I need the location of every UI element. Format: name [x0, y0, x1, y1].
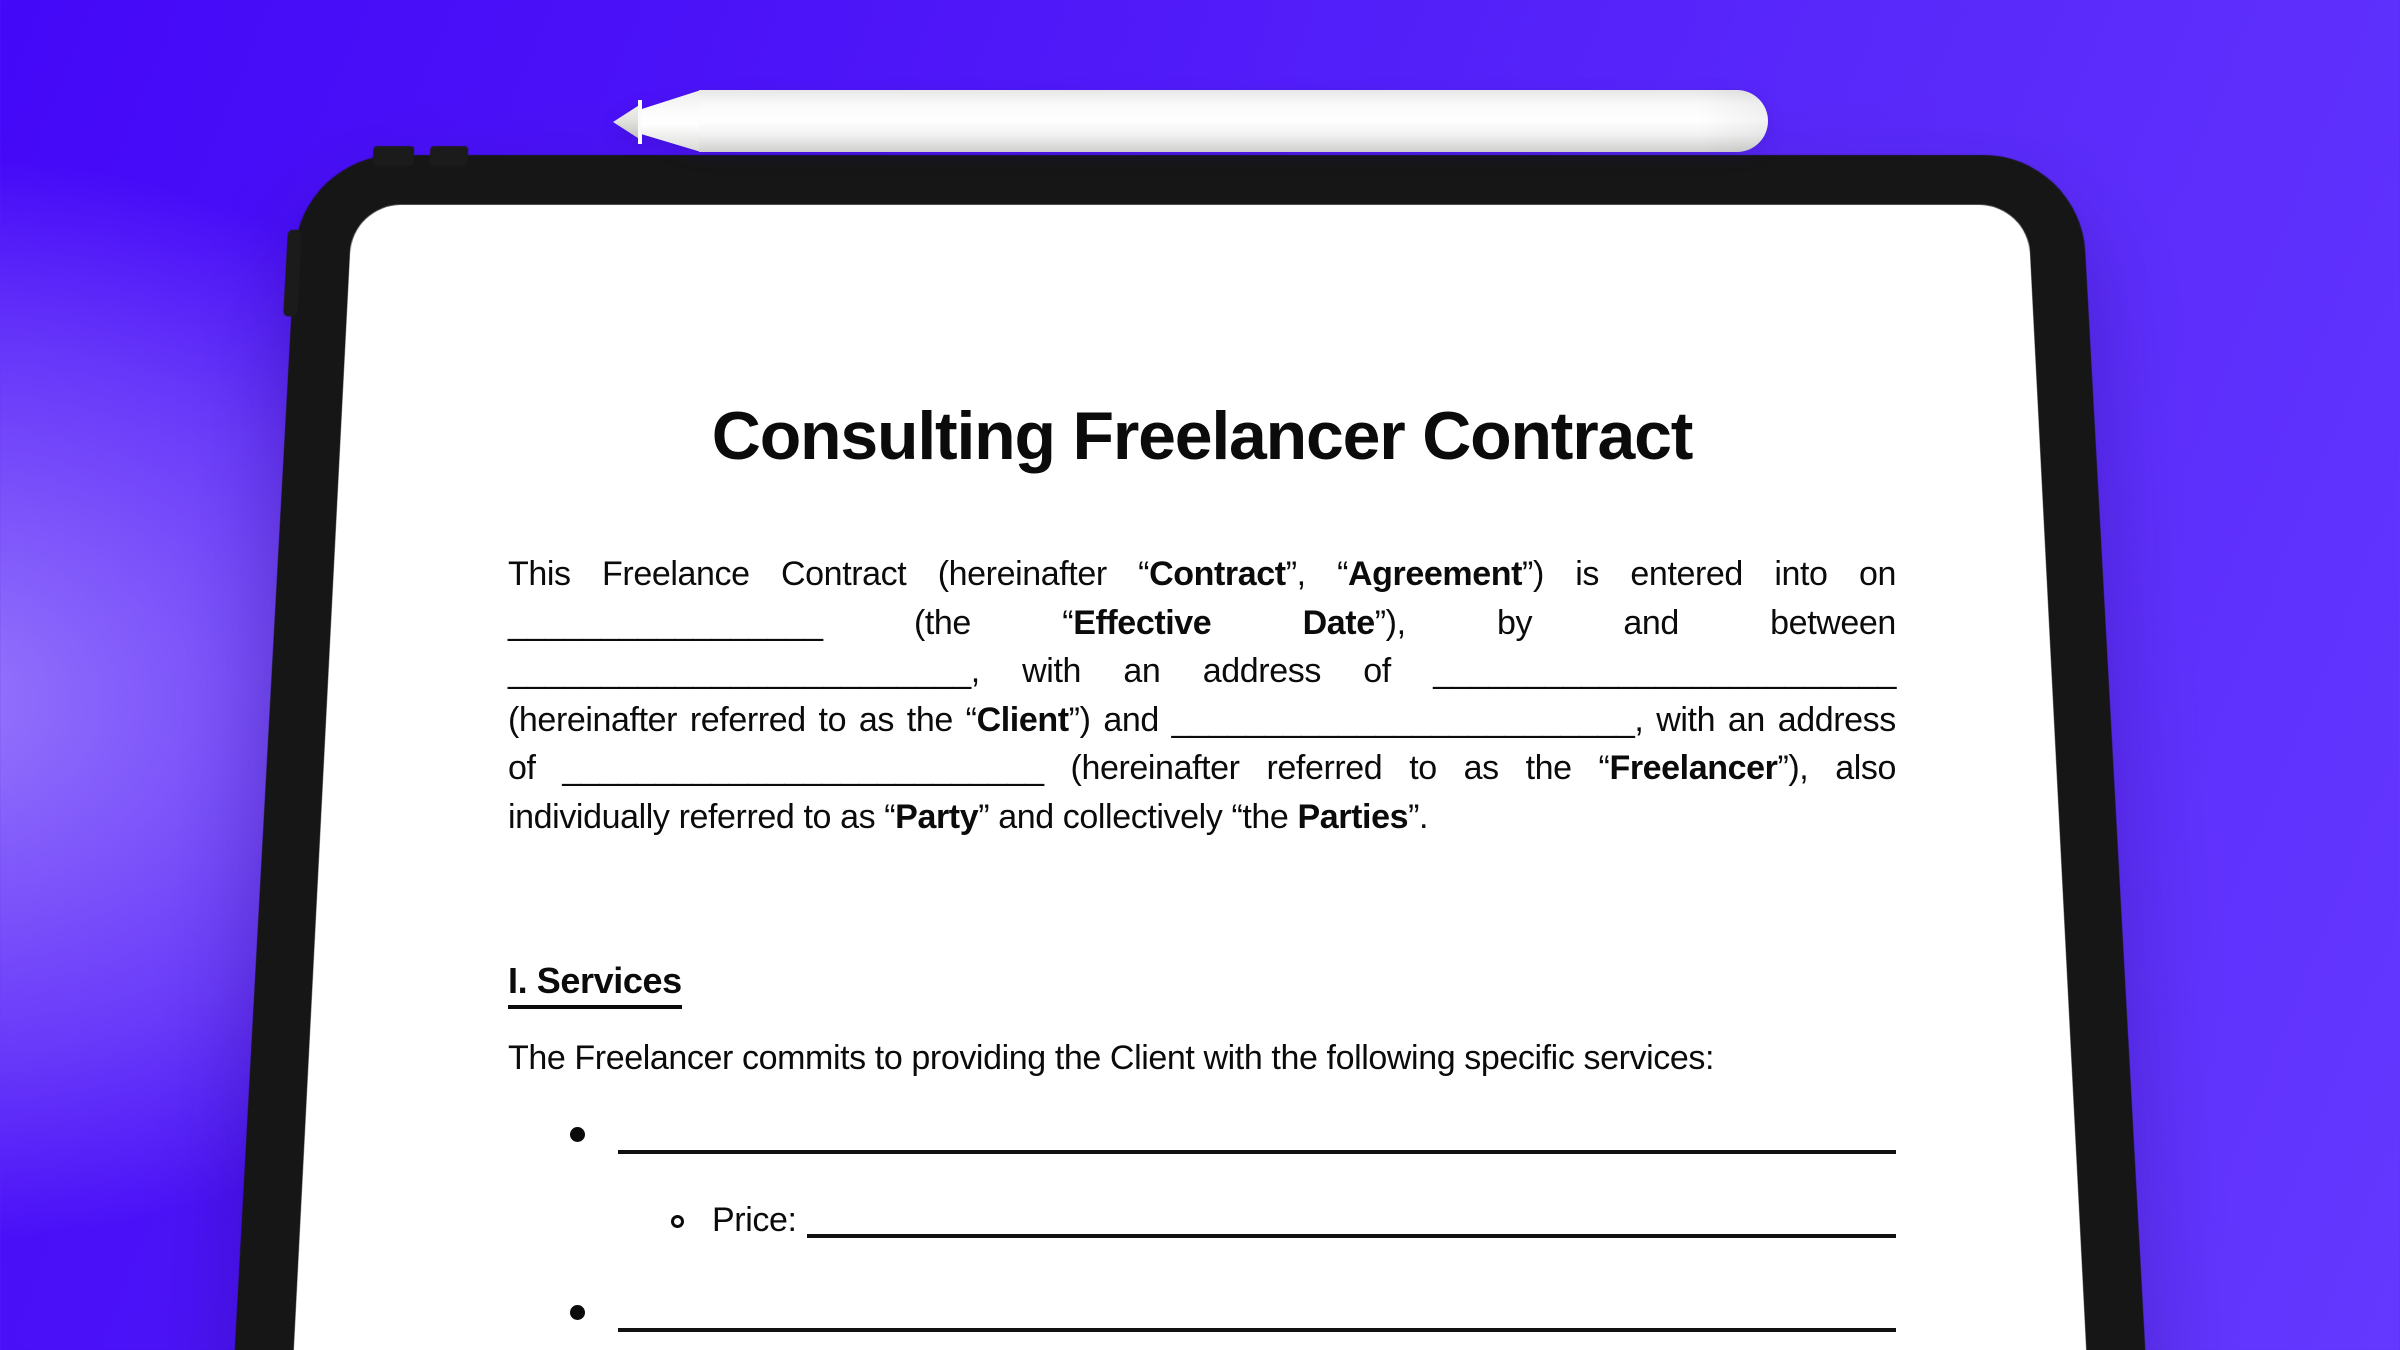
volume-down-button: [429, 146, 468, 166]
price-blank-line: [807, 1234, 1896, 1238]
service-blank-line: [618, 1150, 1896, 1154]
document-title: Consulting Freelancer Contract: [711, 398, 1693, 474]
service-item-1: [508, 1108, 1896, 1156]
bullet-icon: [570, 1127, 585, 1142]
paragraph-line: individually referred to as “Party” and collectively “the Parties”.: [508, 797, 1429, 836]
service-item-1-price: [508, 1192, 1896, 1240]
services-section-heading: I. Services: [508, 960, 682, 1002]
intro-paragraph: [508, 550, 1896, 841]
paragraph-line: _________________ (the “Effective Date”), by and between: [508, 603, 1896, 642]
service-item-2: [508, 1286, 1896, 1334]
paragraph-line: _________________________, with an address of _________________________: [508, 652, 1896, 690]
sub-bullet-icon: [671, 1215, 684, 1228]
volume-up-button: [372, 146, 414, 166]
paragraph-line: of __________________________ (hereinafter referred to as the “Freelancer”), also: [508, 749, 1896, 787]
bullet-icon: [570, 1305, 585, 1320]
paragraph-line: This Freelance Contract (hereinafter “Contract”, “Agreement”) is entered into on: [508, 555, 1896, 593]
pencil-body: [699, 90, 1768, 152]
paragraph-line: (hereinafter referred to as the “Client”) and _________________________, with an address: [508, 700, 1896, 739]
services-intro-text: The Freelancer commits to providing the Client with the following specific services:: [508, 1039, 1715, 1077]
service-blank-line: [618, 1328, 1896, 1332]
side-button: [283, 230, 302, 317]
price-label: Price:: [712, 1201, 797, 1239]
contract-document: [508, 0, 1896, 1350]
